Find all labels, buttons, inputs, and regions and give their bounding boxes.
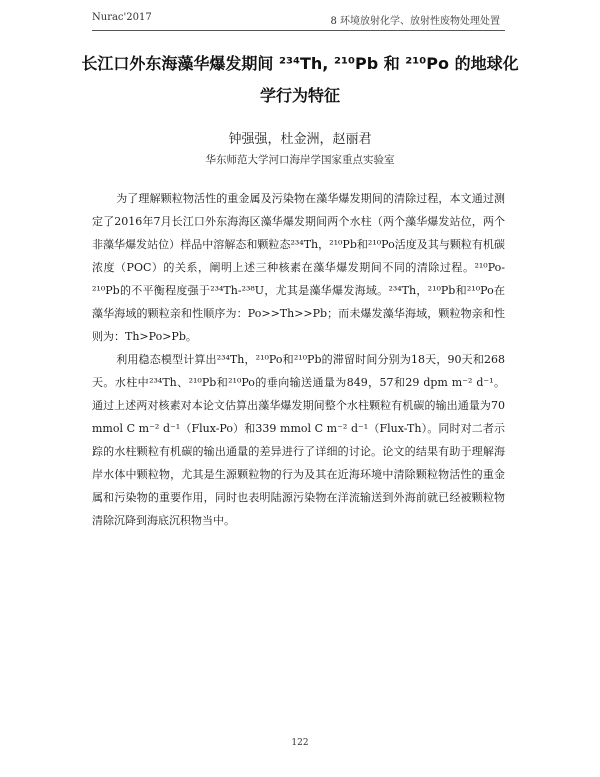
- author-affiliation: 华东师范大学河口海岸学国家重点实验室: [205, 154, 395, 166]
- running-header-section: 8 环境放射化学、放射性废物处理处置: [330, 16, 500, 27]
- page-number: 122: [291, 738, 309, 748]
- abstract-body: [92, 187, 505, 532]
- running-header-journal: Nurac'2017: [92, 12, 152, 23]
- abstract-paragraph-2: 利用稳态模型计算出²³⁴Th，²¹⁰Po和²¹⁰Pb的滞留时间分别为18天，90天和268天。水柱中²³⁴Th、²¹⁰Pb和²¹⁰Po的垂向输送通量为849，57和29 dpm m⁻² d⁻¹。通过上述两对核素对本论文估算出藻华爆发期间整个水柱颗粒有机碳的输出通量为70 mmol C m⁻² d⁻¹（Flux-Po）和339 mmol C m⁻² d⁻¹（Flux-Th）。同时对二者示踪的水柱颗粒有机碳的输出通量的差异进行了详细的讨论。论文的结果有助于理解海岸水体中颗粒物，尤其是生源颗粒物的行为及其在近海环境中清除颗粒物活性的重金属和污染物的重要作用，同时也表明陆源污染物在洋流输送到外海前就已经被颗粒物清除沉降到海底沉积物当中。: [92, 353, 505, 527]
- paper-title: 长江口外东海藻华爆发期间 ²³⁴Th, ²¹⁰Pb 和 ²¹⁰Po 的地球化学行为特征: [81, 54, 519, 105]
- abstract-paragraph-1: 为了理解颗粒物活性的重金属及污染物在藻华爆发期间的清除过程，本文通过测定了2016年7月长江口外东海海区藻华爆发期间两个水柱（两个藻华爆发站位，两个非藻华爆发站位）样品中溶解态和颗粒态²³⁴Th，²¹⁰Pb和²¹⁰Po活度及其与颗粒有机碳浓度（POC）的关系，阐明上述三种核素在藻华爆发期间不同的清除过程。²¹⁰Po-²¹⁰Pb的不平衡程度强于²³⁴Th-²³⁸U，尤其是藻华爆发海域。²³⁴Th，²¹⁰Pb和²¹⁰Po在藻华海域的颗粒亲和性顺序为：Po>>Th>>Pb；而未爆发藻华海域，颗粒物亲和性则为：Th>Po>Pb。: [92, 192, 505, 343]
- author-list: 钟强强，杜金洲，赵丽君: [228, 132, 372, 147]
- header-rule: [92, 30, 505, 31]
